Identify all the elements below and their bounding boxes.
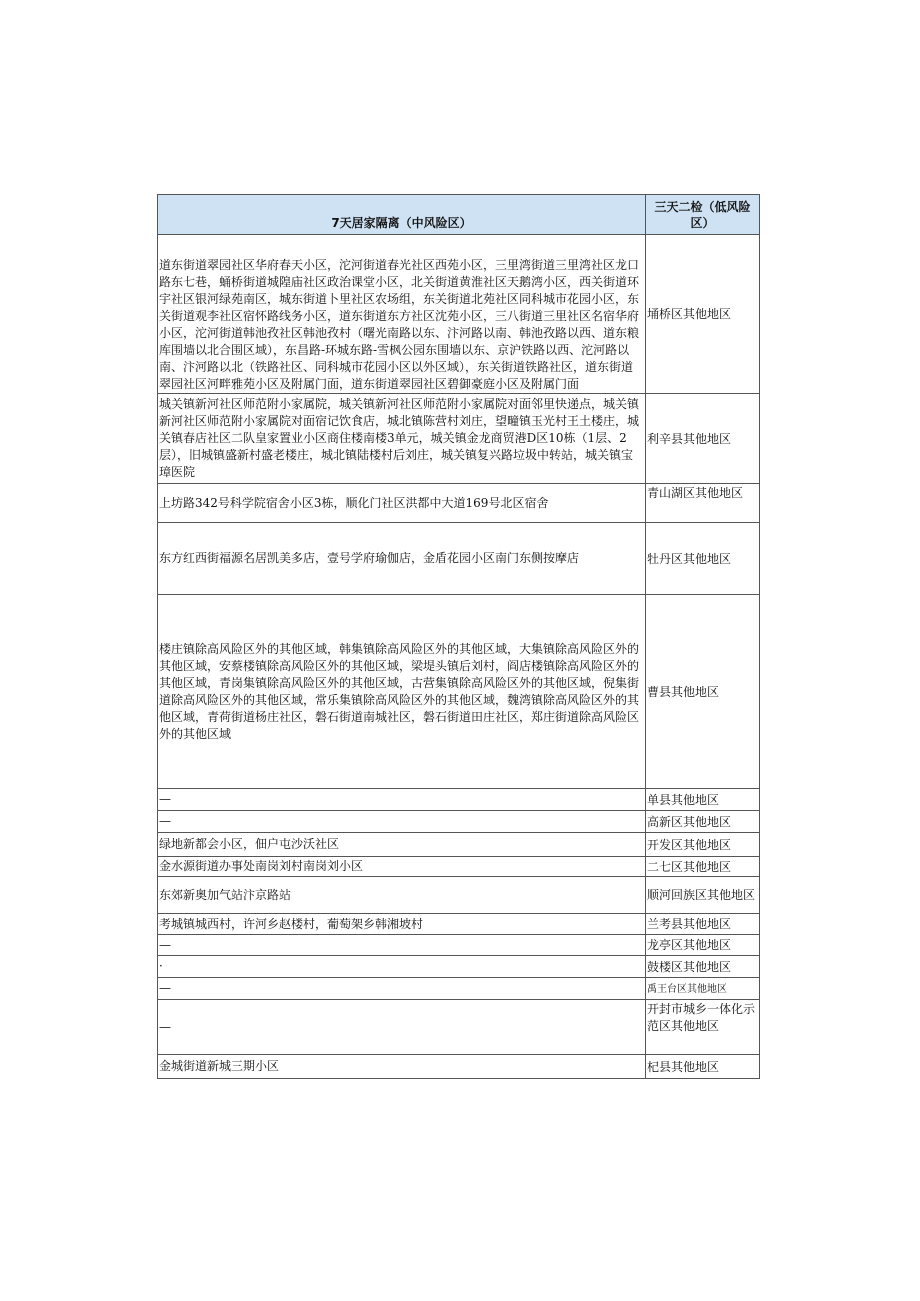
mid-risk-areas: 东郊新奥加气站汴京路站 bbox=[158, 877, 646, 914]
low-risk-region: 开发区其他地区 bbox=[646, 833, 760, 857]
mid-risk-areas: 金城街道新城三期小区 bbox=[158, 1055, 646, 1079]
mid-risk-areas: — bbox=[158, 811, 646, 833]
mid-risk-areas: — bbox=[158, 1000, 646, 1055]
mid-risk-areas: 金水源街道办事处南岗刘村南岗刘小区 bbox=[158, 857, 646, 877]
low-risk-region: 开封市城乡一体化示范区其他地区 bbox=[646, 1000, 760, 1055]
table-row bbox=[158, 523, 760, 595]
table-row bbox=[158, 978, 760, 1000]
mid-risk-areas: 城关镇新河社区师范附小家属院，城关镇新河社区师范附小家属院对面邻里快递点，城关镇新河社区师范附小家属院对面宿记饮食店，城北镇陈营村刘庄，望疃镇玉光村王土楼庄，城关镇春店社区二队皇家置业小区商住楼南楼3单元，城关镇金龙商贸港D区10栋（1层、2层），旧城镇盛新村盛老楼庄，城北镇陆楼村后刘庄，城关镇复兴路垃圾中转站，城关镇宝璋医院 bbox=[158, 394, 646, 484]
low-risk-region: 杞县其他地区 bbox=[646, 1055, 760, 1079]
low-risk-region: 龙亭区其他地区 bbox=[646, 935, 760, 956]
table-row bbox=[158, 877, 760, 914]
table-row bbox=[158, 857, 760, 877]
mid-risk-areas: 楼庄镇除高风险区外的其他区域，韩集镇除高风险区外的其他区域，大集镇除高风险区外的其他区域，安蔡楼镇除高风险区外的其他区域，梁堤头镇后刘村，阎店楼镇除高风险区外的其他区域，青岗集镇除高风险区外的其他区域，古营集镇除高风险区外的其他区域，倪集街道除高风险区外的其他区域，常乐集镇除高风险区外的其他区域，魏湾镇除高风险区外的其他区域，青荷街道杨庄社区，磐石街道南城社区，磐石街道田庄社区，郑庄街道除高风险区外的其他区域 bbox=[158, 595, 646, 789]
mid-risk-areas: 考城镇城西村，许河乡赵楼村，葡萄架乡韩湘坡村 bbox=[158, 914, 646, 935]
table-row bbox=[158, 811, 760, 833]
mid-risk-areas: · bbox=[158, 956, 646, 978]
low-risk-region: 兰考县其他地区 bbox=[646, 914, 760, 935]
table-row bbox=[158, 914, 760, 935]
header-mid-risk: 7天居家隔离（中风险区） bbox=[158, 195, 646, 235]
table-row bbox=[158, 235, 760, 394]
mid-risk-areas: 道东街道翠园社区华府春天小区，沱河街道春光社区西苑小区，三里湾街道三里湾社区龙口路东七巷，蛹桥街道城隍庙社区政治课堂小区，北关街道黄淮社区天鹅湾小区，西关街道环宇社区银河绿苑南区，城东街道卜里社区农场组，东关街道北苑社区同科城市花园小区，东关街道观李社区宿怀路线务小区，道东街道东方社区沈苑小区，三八街道三里社区名宿华府小区，沱河街道韩池孜社区韩池孜村（曙光南路以东、汴河路以南、韩池孜路以西、道东粮库围墙以北合围区域），东昌路-环城东路-雪枫公园东围墙以东、京沪铁路以西、沱河路以南、汴河路以北（铁路社区、同科城市花园小区以外区域），东关街道铁路社区，道东街道翠园社区河畔雅苑小区及附属门面，道东街道翠园社区碧御豪庭小区及附属门面 bbox=[158, 235, 646, 394]
header-low-risk: 三天二检（低风险区） bbox=[646, 195, 760, 235]
low-risk-region: 顺河回族区其他地区 bbox=[646, 877, 760, 914]
mid-risk-areas: — bbox=[158, 935, 646, 956]
low-risk-region: 青山湖区其他地区 bbox=[646, 484, 760, 523]
mid-risk-areas: — bbox=[158, 978, 646, 1000]
low-risk-region: 单县其他地区 bbox=[646, 789, 760, 811]
low-risk-region: 禹王台区其他地区 bbox=[646, 978, 760, 1000]
low-risk-region: 牡丹区其他地区 bbox=[646, 523, 760, 595]
table-row bbox=[158, 833, 760, 857]
table-row bbox=[158, 484, 760, 523]
table-row bbox=[158, 956, 760, 978]
table-row bbox=[158, 394, 760, 484]
mid-risk-areas: — bbox=[158, 789, 646, 811]
low-risk-region: 埇桥区其他地区 bbox=[646, 235, 760, 394]
low-risk-region: 利辛县其他地区 bbox=[646, 394, 760, 484]
table-row bbox=[158, 595, 760, 789]
mid-risk-areas: 绿地新都会小区，佃户屯沙沃社区 bbox=[158, 833, 646, 857]
mid-risk-areas: 东方红西街福源名居凯美多店，壹号学府瑜伽店，金盾花园小区南门东侧按摩店 bbox=[158, 523, 646, 595]
table-row bbox=[158, 1055, 760, 1079]
table-row bbox=[158, 1000, 760, 1055]
low-risk-region: 曹县其他地区 bbox=[646, 595, 760, 789]
low-risk-region: 高新区其他地区 bbox=[646, 811, 760, 833]
risk-area-table bbox=[157, 194, 760, 1079]
header-row bbox=[158, 195, 760, 235]
low-risk-region: 二七区其他地区 bbox=[646, 857, 760, 877]
table-row bbox=[158, 789, 760, 811]
low-risk-region: 鼓楼区其他地区 bbox=[646, 956, 760, 978]
mid-risk-areas: 上坊路342号科学院宿舍小区3栋，顺化门社区洪都中大道169号北区宿舍 bbox=[158, 484, 646, 523]
table-row bbox=[158, 935, 760, 956]
